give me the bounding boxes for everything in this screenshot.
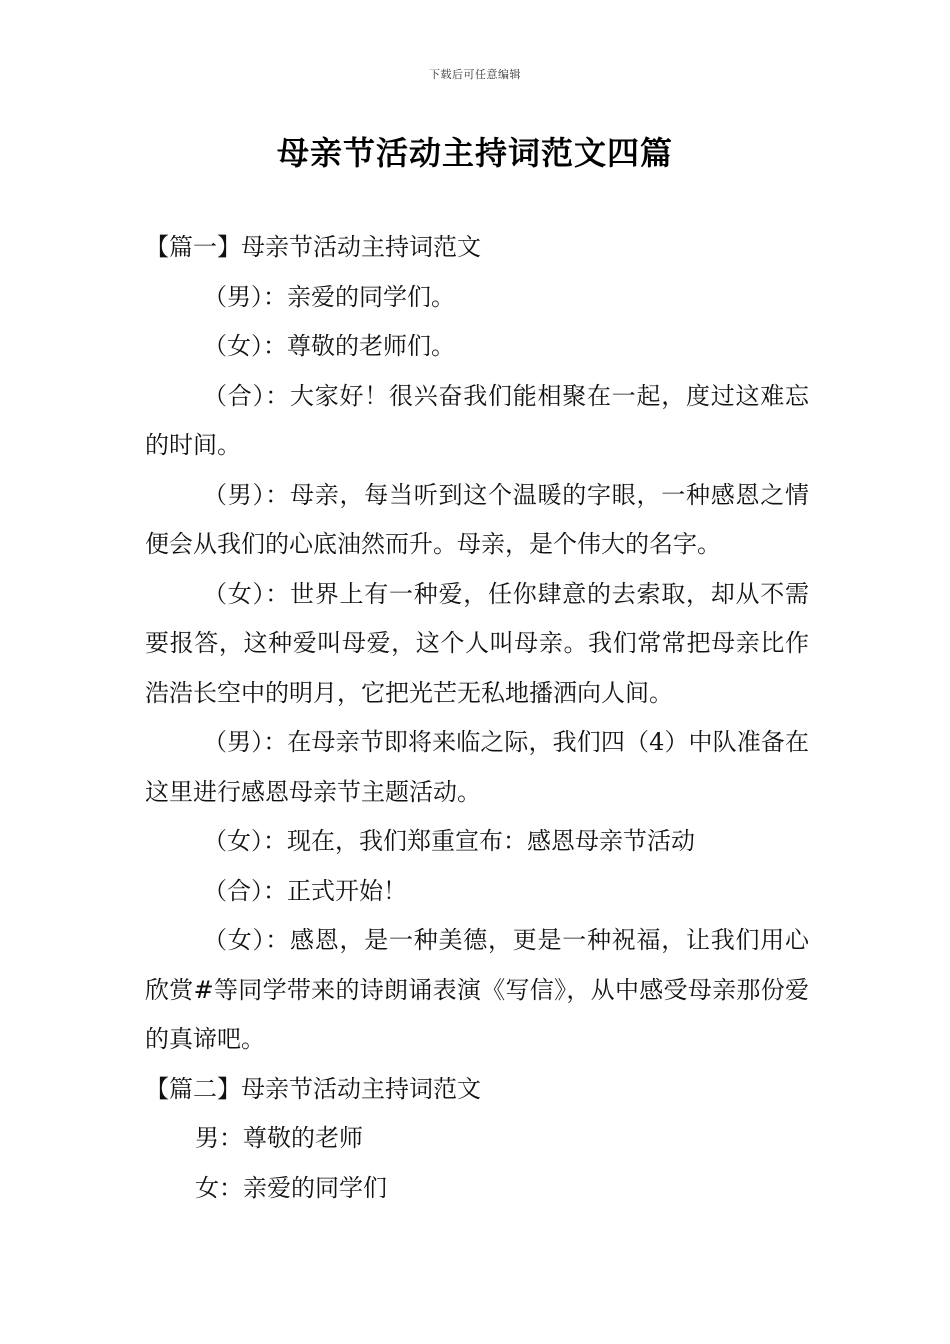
document-title: 母亲节活动主持词范文四篇 [276,134,673,172]
paragraph: 女：亲爱的同学们 [195,1173,387,1202]
paragraph: （男）：在母亲节即将来临之际，我们四（4）中队准备在这里进行感恩母亲节主题活动。 [145,728,809,806]
paragraph: 男：尊敬的老师 [195,1124,363,1152]
paragraph: （女）：世界上有一种爱，任你肆意的去索取，却从不需要报答，这种爱叫母爱，这个人叫母亲。我们常常把母亲比作浩浩长空中的明月，它把光芒无私地播洒向人间。 [145,579,809,707]
section-heading-1: 【篇一】母亲节活动主持词范文 [145,233,481,261]
document-body [145,223,809,1213]
header-note: 下载后可任意编辑 [429,68,521,81]
paragraph: （女）：感恩，是一种美德，更是一种祝福，让我们用心欣赏#等同学带来的诗朗诵表演《写信》，从中感受母亲那份爱的真谛吧。 [145,926,809,1053]
paragraph: （男）：母亲，每当听到这个温暖的字眼，一种感恩之情便会从我们的心底油然而升。母亲，是个伟大的名字。 [145,480,809,558]
section-heading-2: 【篇二】母亲节活动主持词范文 [145,1074,481,1103]
paragraph: （合）：大家好！很兴奋我们能相聚在一起，度过这难忘的时间。 [145,381,809,459]
paragraph: （男）：亲爱的同学们。 [203,282,455,311]
paragraph: （女）：尊敬的老师们。 [203,332,455,360]
paragraph: （合）：正式开始！ [203,876,407,905]
paragraph: （女）：现在，我们郑重宣布：感恩母亲节活动 [203,827,695,855]
